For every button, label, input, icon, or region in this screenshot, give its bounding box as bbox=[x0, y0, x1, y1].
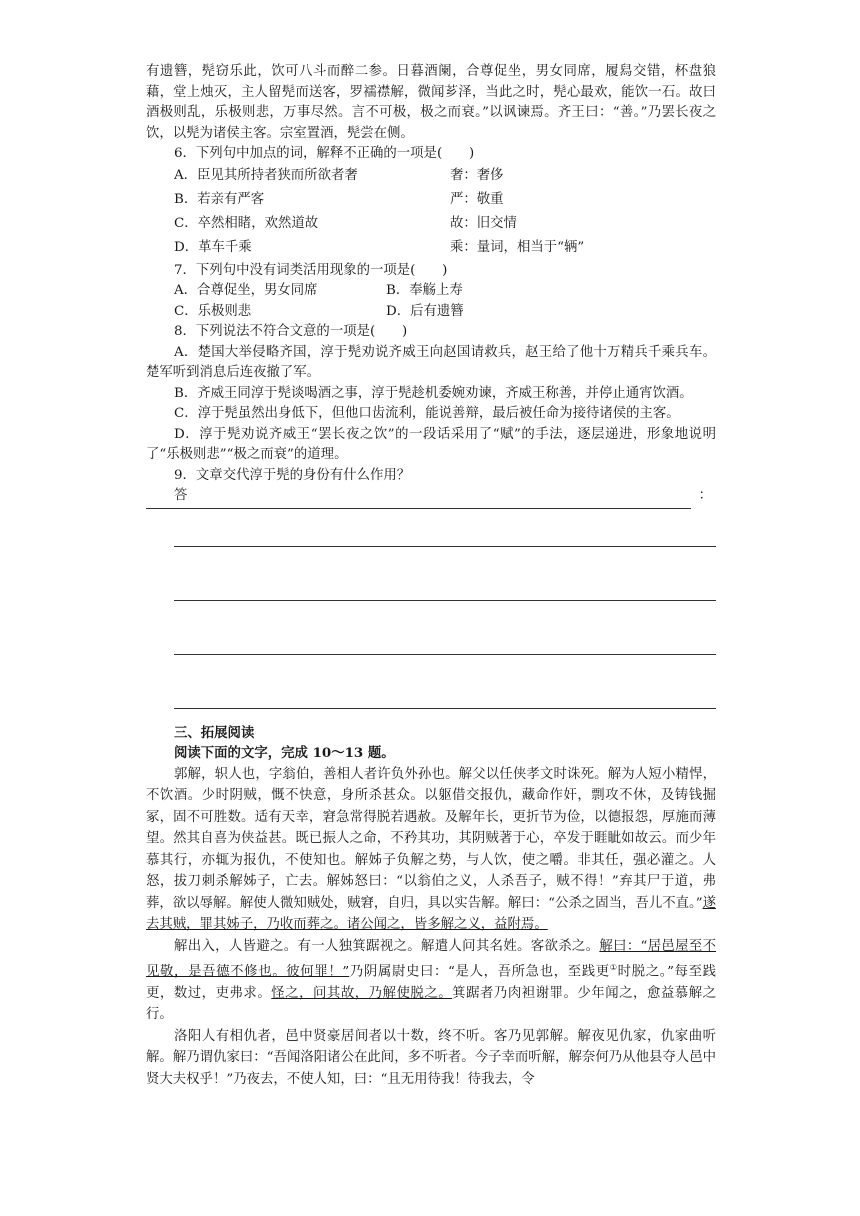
passage-2-paragraph-2-text-d: 箕踞者乃肉袒谢罪。少年闻之，愈益慕解之行。 bbox=[146, 985, 717, 1023]
question-7-stem: 7．下列句中没有词类活用现象的一项是( ) bbox=[174, 262, 448, 278]
q8-option-b: B．齐威王同淳于髡谈喝酒之事，淳于髡趁机委婉劝谏，齐威王称善，并停止通宵饮酒。 bbox=[174, 385, 693, 401]
q7-option-a: A．合尊促坐，男女同席 bbox=[174, 283, 318, 298]
document-page bbox=[146, 62, 716, 1090]
passage-2-paragraph-1 bbox=[146, 764, 716, 936]
question-8-stem: 8．下列说法不符合文意的一项是( ) bbox=[174, 324, 408, 339]
q6-option-b bbox=[146, 189, 716, 213]
question-9-stem: 9．文章交代淳于髡的身份有什么作用？ bbox=[174, 467, 411, 483]
q6-option-d bbox=[146, 237, 716, 261]
answer-label-row bbox=[146, 486, 716, 507]
section-3-instruction: 阅读下面的文字，完成 10～13 题。 bbox=[174, 745, 395, 761]
question-6-stem: 6．下列句中加点的词，解释不正确的一项是( ) bbox=[174, 146, 475, 161]
passage-2-paragraph-2-text-a: 解出入，人皆避之。有一人独箕踞视之。解遣人问其名姓。客欲杀之。 bbox=[174, 938, 600, 954]
underlined-sentence-1: 遂去其贼，罪其姊子，乃收而葬之。诸公闻之，皆多解之义，益附焉。 bbox=[146, 895, 716, 932]
passage-2-paragraph-3: 洛阳人有相仇者，邑中贤豪居间者以十数，终不听。客乃见郭解。解夜见仇家，仇家曲听解。解乃谓仇家曰：“吾闻洛阳诸公在此间，多不听者。今子幸而听解，解奈何乃从他县夺人邑中贤大夫权乎！”乃夜去，不使人知，曰：“且无用待我！待我去，令 bbox=[146, 1028, 716, 1087]
q7-options-row-1 bbox=[146, 281, 716, 302]
footnote-marker-1: ① bbox=[609, 963, 618, 972]
passage-continuation: 有遗簪，髡窃乐此，饮可八斗而醉二参。日暮酒阑，合尊促坐，男女同席，履舄交错，杯盘狼藉，堂上烛灭，主人留髡而送客，罗襦襟解，微闻芗泽，当此之时，髡心最欢，能饮一石。故曰酒极则乱，乐极则悲，万事尽然。言不可极，极之而衰。”以讽谏焉。齐王曰：“善。”乃罢长夜之饮，以髡为诸侯主客。宗室置酒，髡尝在侧。 bbox=[146, 64, 716, 141]
q6-option-a-gloss: 奢：奢侈 bbox=[450, 168, 504, 184]
q7-option-b: B．奉觞上寿 bbox=[386, 283, 463, 298]
passage-2-paragraph-2-text-b: 乃阴属尉史曰：“是人，吾所急也，至践更 bbox=[349, 964, 610, 980]
underlined-sentence-3: 怪之，问其故，乃解使脱之。 bbox=[271, 985, 453, 1001]
q8-option-c: C．淳于髡虽然出身低下，但他口齿流利，能说善辩，最后被任命为接待诸侯的主客。 bbox=[174, 406, 680, 421]
q6-option-d-sentence: D．革车千乘 bbox=[174, 240, 252, 256]
q6-option-a-sentence: A．臣见其所持者狭而所欲者奢 bbox=[174, 168, 358, 184]
q7-option-c: C．乐极则悲 bbox=[174, 303, 252, 319]
q6-option-d-gloss: 乘：量词，相当于“辆” bbox=[450, 240, 585, 256]
q6-option-c bbox=[146, 213, 716, 237]
passage-2-paragraph-2-text-c: 时脱之。”每至践更，数过，吏弗求。 bbox=[146, 964, 716, 1001]
passage-2-paragraph-1-text: 郭解，轵人也，字翁伯，善相人者许负外孙也。解父以任侠孝文时诛死。解为人短小精悍，不饮酒。少时阴贼，慨不快意，身所杀甚众。以躯借交报仇，藏命作奸，剽攻不休，及铸钱掘冢，固不可胜数。适有天幸，窘急常得脱若遇赦。及解年长，更折节为俭，以德报怨，厚施而薄望。然其自喜为侠益甚。既已振人之命，不矜其功，其阴贼著于心，卒发于睚眦如故云。而少年慕其行，亦辄为报仇，不使知也。解姊子负解之势，与人饮，使之嚼。非其任，强必灌之。人怒，拔刀刺杀解姊子，亡去。解姊怒曰：“以翁伯之义，人杀吾子，贼不得！”弃其尸于道，弗葬，欲以辱解。解使人微知贼处，贼窘，自归，具以实告解。解曰：“公杀之固当，吾儿不直。” bbox=[146, 766, 716, 911]
q6-option-a bbox=[146, 165, 716, 189]
q6-option-c-gloss: 故：旧交情 bbox=[450, 216, 517, 232]
q8-option-d: D．淳于髡劝说齐威王“罢长夜之饮”的一段话采用了“赋”的手法，逐层递进，形象地说明了“乐极则悲”“极之而衰”的道理。 bbox=[146, 426, 716, 462]
q6-option-c-sentence: C．卒然相睹，欢然道故 bbox=[174, 216, 319, 232]
q7-options-row-2 bbox=[146, 302, 716, 323]
q6-option-b-sentence: B．若亲有严客 bbox=[174, 192, 265, 208]
q7-option-d: D．后有遗簪 bbox=[386, 303, 464, 319]
answer-colon: ： bbox=[698, 488, 712, 503]
q8-option-a: A．楚国大举侵略齐国，淳于髡劝说齐威王向赵国请救兵，赵王给了他十万精兵千乘兵车。楚军听到消息后连夜撤了军。 bbox=[146, 344, 716, 380]
q6-option-b-gloss: 严：敬重 bbox=[450, 192, 504, 208]
underlined-sentence-2: 解曰：“居邑屋至不见敬，是吾德不修也。彼何罪！” bbox=[146, 938, 716, 980]
answer-label: 答 bbox=[174, 488, 188, 503]
section-3-title: 三、拓展阅读 bbox=[174, 724, 255, 741]
passage-2-paragraph-2 bbox=[146, 936, 716, 1026]
